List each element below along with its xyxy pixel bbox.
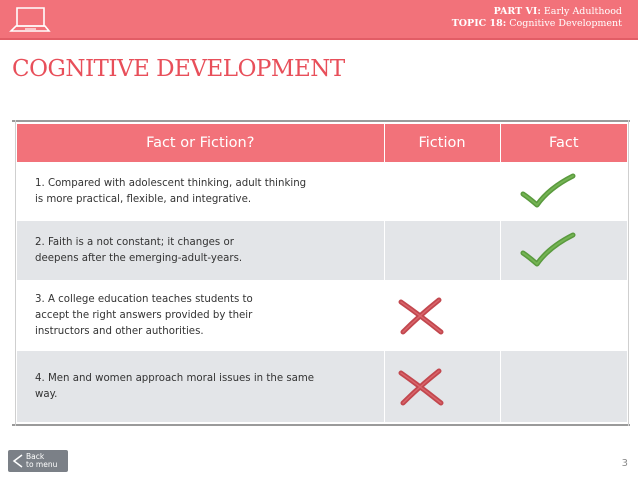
cross-icon [395,367,447,407]
header-fiction: Fiction [384,124,500,162]
back-label-line: Back [26,452,45,461]
table-top-rule [12,120,630,122]
part-title: Early Adulthood [543,6,622,17]
laptop-icon [8,5,52,35]
statement-line: 3. A college education teaches students to [35,293,253,305]
fiction-cell [384,351,500,422]
page-title: COGNITIVE DEVELOPMENT [12,56,345,82]
header-fact: Fact [500,124,627,162]
statement-line: way. [35,388,58,400]
back-arrow-icon [12,454,24,468]
topic-label: TOPIC 18: [451,18,507,29]
fact-fiction-table [17,124,627,422]
table-row [17,221,627,280]
page-number: 3 [621,458,628,469]
statement-line: deepens after the emerging-adult-years. [35,252,243,264]
statement-line: 4. Men and women approach moral issues in the same [35,372,315,384]
checkmark-icon [519,231,579,271]
statement-cell [17,280,384,351]
back-to-menu-button[interactable] [8,450,68,472]
table-row [17,351,627,422]
statement-line: is more practical, flexible, and integrative. [35,193,252,205]
table-header-row [17,124,627,162]
header-fact-or-fiction: Fact or Fiction? [17,124,384,162]
fiction-cell [384,221,500,280]
table-row [17,280,627,351]
table-row [17,162,627,221]
back-label-line: to menu [26,460,58,469]
table-bottom-rule [12,424,630,426]
section-info [452,6,622,30]
fiction-cell [384,280,500,351]
back-button-label [26,453,57,469]
header-bar [0,0,638,40]
fact-cell [500,280,627,351]
fact-cell [500,221,627,280]
statement-line: 1. Compared with adolescent thinking, adult thinking [35,177,307,189]
fact-cell [500,162,627,221]
statement-line: instructors and other authorities. [35,325,204,337]
cross-icon [395,296,447,336]
statement-cell [17,351,384,422]
topic-title: Cognitive Development [509,18,622,29]
statement-cell [17,221,384,280]
statement-line: 2. Faith is a not constant; it changes or [35,236,234,248]
fact-cell [500,351,627,422]
table-left-rule [15,120,16,426]
fiction-cell [384,162,500,221]
table-right-rule [628,120,629,426]
checkmark-icon [519,172,579,212]
part-label: PART VI: [493,6,541,17]
statement-cell [17,162,384,221]
statement-line: accept the right answers provided by their [35,309,253,321]
